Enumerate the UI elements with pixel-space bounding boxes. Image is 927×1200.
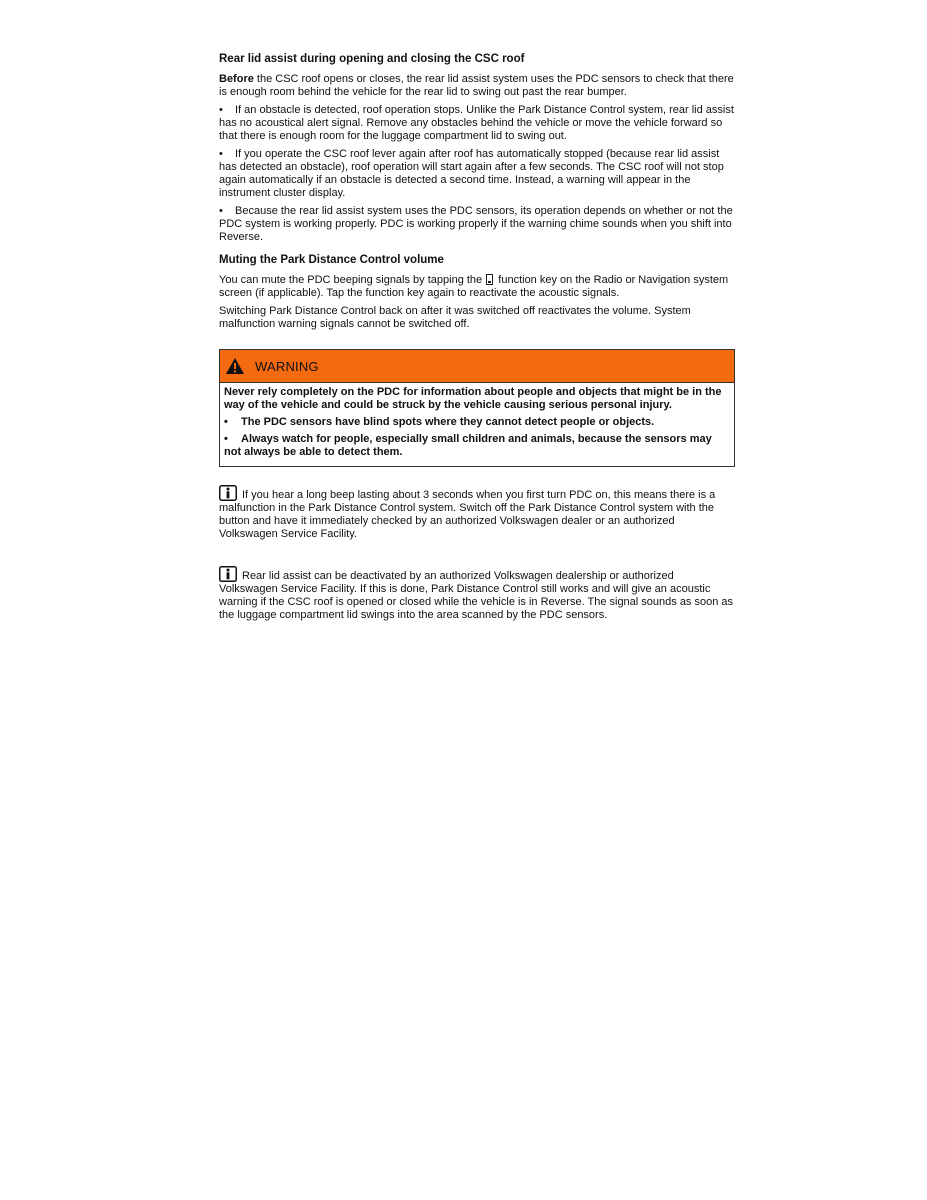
info-note-text: Rear lid assist can be deactivated by an authorized Volkswagen dealership or authorized Volkswagen Service Facility. If this is done, Park Distance Control still works and will give an acoustic warning if the CSC roof is opened or closed while the vehicle is in Reverse. The signal sounds as soon as the luggage compartment lid swings into the area scanned by the PDC sensors.	[219, 570, 734, 621]
warning-triangle-icon	[225, 357, 245, 375]
intro-rest: the CSC roof opens or closes, the rear lid assist system uses the PDC sensors to check that there is enough room behind the vehicle for the rear lid to swing out past the rear bumper.	[219, 73, 734, 98]
warning-header	[220, 350, 734, 383]
section-heading-muting: Muting the Park Distance Control volume	[219, 254, 444, 266]
bullet-marker: •	[224, 433, 228, 445]
bullet-text: Because the rear lid assist system uses the PDC sensors, its operation depends on whether or not the PDC system is working properly. PDC is working properly if the warning chime sounds when you shift into Reverse.	[219, 205, 733, 243]
info-icon	[219, 566, 237, 582]
muting-paragraph	[219, 274, 735, 300]
info-note-text: If you hear a long beep lasting about 3 seconds when you first turn PDC on, this means there is a malfunction in the Park Distance Control system. Switch off the Park Distance Control system with the button and have it immediately checked by an authorized Volkswagen dealer or an authorized Volkswagen Service Facility.	[219, 489, 716, 540]
list-item	[219, 148, 735, 200]
section-heading-rear-lid-assist: Rear lid assist during opening and closing the CSC roof	[219, 53, 525, 65]
bullet-marker: •	[219, 104, 223, 116]
bullet-marker: •	[219, 148, 223, 160]
manual-page	[219, 52, 735, 627]
info-note	[219, 566, 735, 622]
warning-body	[220, 383, 734, 466]
bullet-marker: •	[219, 205, 223, 217]
list-item	[219, 104, 735, 143]
warning-item	[224, 416, 730, 429]
rear-lid-intro	[219, 73, 735, 99]
info-note	[219, 485, 735, 541]
mute-key-icon	[486, 274, 493, 285]
bullet-marker: •	[224, 416, 228, 428]
muting-text-after: function key on the Radio or Navigation system screen (if applicable). Tap the function key again to reactivate the acoustic signals.	[219, 274, 729, 299]
warning-item-text: The PDC sensors have blind spots where they cannot detect people or objects.	[241, 416, 655, 428]
muting-text-before: You can mute the PDC beeping signals by tapping the	[219, 274, 486, 286]
warning-title: WARNING	[255, 358, 319, 374]
warning-item-text: Always watch for people, especially small children and animals, because the sensors may not always be able to detect them.	[224, 433, 712, 458]
info-icon	[219, 485, 237, 501]
warning-intro: Never rely completely on the PDC for information about people and objects that might be in the way of the vehicle and could be struck by the vehicle causing serious personal injury.	[224, 386, 722, 411]
switching-paragraph: Switching Park Distance Control back on after it was switched off reactivates the volume. System malfunction warning signals cannot be switched off.	[219, 305, 691, 330]
intro-lead: Before	[219, 73, 254, 85]
bullet-text: If you operate the CSC roof lever again after roof has automatically stopped (because rear lid assist has detected an obstacle), roof operation will start again after a few seconds. The CSC roof will not stop again automatically if an obstacle is detected a second time. Instead, a warning will appear in the instrument cluster display.	[219, 148, 724, 199]
warning-item	[224, 433, 730, 459]
bullet-text: If an obstacle is detected, roof operation stops. Unlike the Park Distance Control system, rear lid assist has no acoustical alert signal. Remove any obstacles behind the vehicle or move the vehicle forward so that there is enough room for the luggage compartment lid to swing out.	[219, 104, 734, 142]
list-item	[219, 205, 735, 244]
warning-box	[219, 349, 735, 467]
